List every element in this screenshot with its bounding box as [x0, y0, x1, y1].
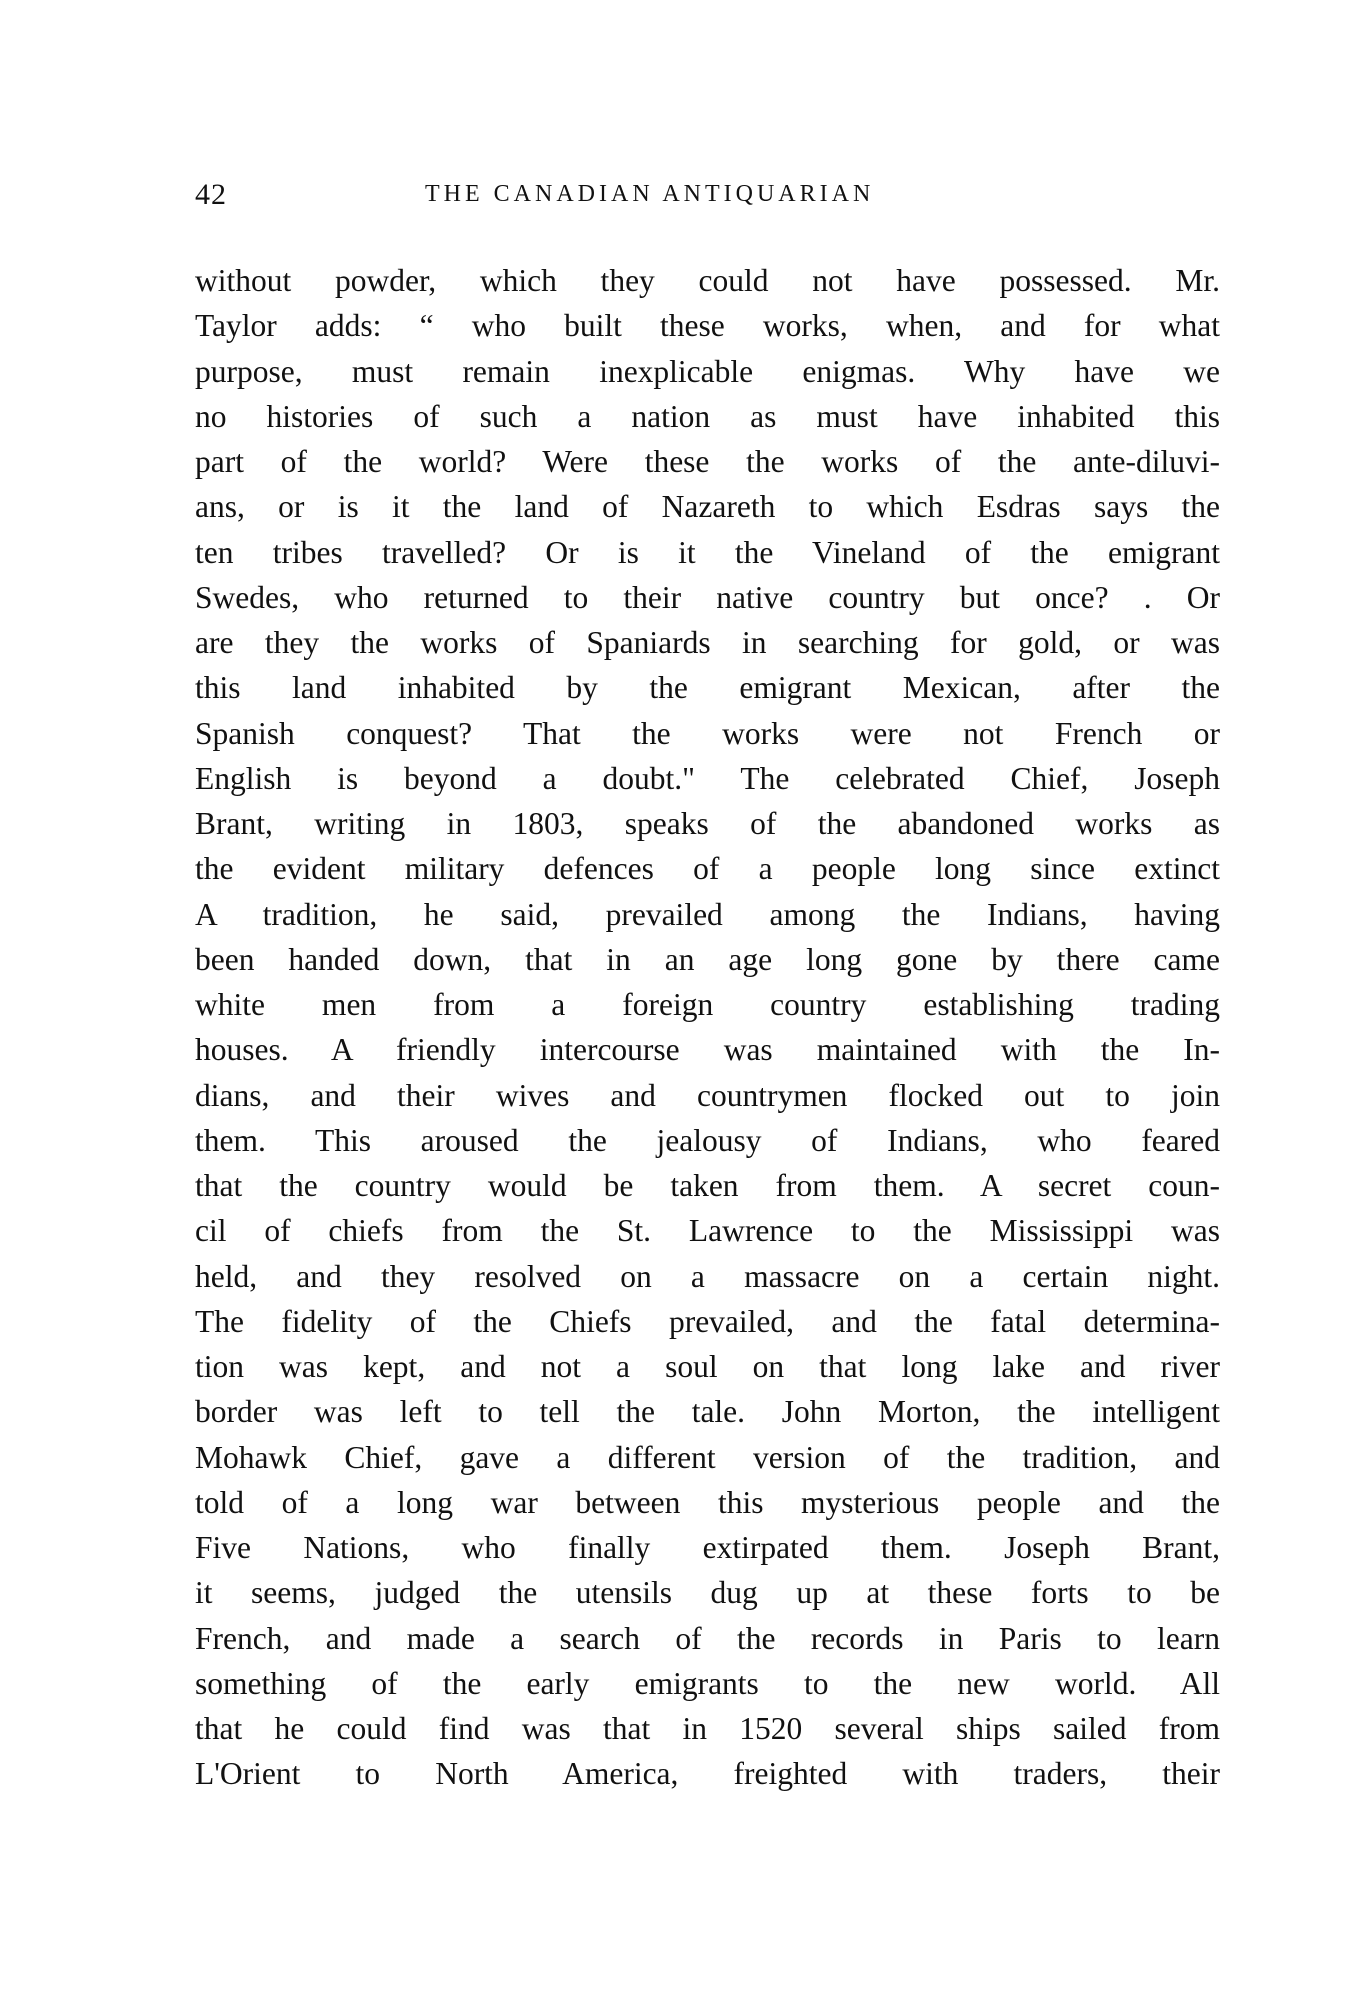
text-line: told of a long war between this mysterious people and the	[195, 1484, 1220, 1520]
text-line: Five Nations, who finally extirpated them. Joseph Brant,	[195, 1530, 1220, 1565]
page-number: 42	[195, 178, 227, 211]
text-line: ans, or is it the land of Nazareth to which Esdras says the	[195, 489, 1220, 525]
page-header	[195, 178, 1215, 218]
running-title: THE CANADIAN ANTIQUARIAN	[425, 181, 875, 207]
text-line: Mohawk Chief, gave a different version of the tradition, and	[195, 1439, 1220, 1475]
text-line: Spanish conquest? That the works were not French or	[195, 715, 1220, 751]
text-line: A tradition, he said, prevailed among the Indians, having	[195, 896, 1220, 932]
text-line: The fidelity of the Chiefs prevailed, and the fatal determina-	[195, 1303, 1220, 1339]
text-line: tion was kept, and not a soul on that long lake and river	[195, 1349, 1220, 1384]
text-line: dians, and their wives and countrymen flocked out to join	[195, 1077, 1220, 1113]
text-line: purpose, must remain inexplicable enigmas. Why have we	[195, 353, 1220, 389]
text-line: cil of chiefs from the St. Lawrence to the Mississippi was	[195, 1213, 1220, 1249]
text-line: L'Orient to North America, freighted with traders, their	[195, 1756, 1220, 1792]
text-line: no histories of such a nation as must have inhabited this	[195, 398, 1220, 434]
text-line: Taylor adds: “ who built these works, when, and for what	[195, 308, 1220, 344]
text-line: Swedes, who returned to their native country but once? . Or	[195, 579, 1220, 615]
text-line: border was left to tell the tale. John Morton, the intelligent	[195, 1394, 1220, 1430]
text-line: been handed down, that in an age long gone by there came	[195, 941, 1220, 977]
text-line: white men from a foreign country establishing trading	[195, 987, 1220, 1022]
text-line: that he could find was that in 1520 several ships sailed from	[195, 1711, 1220, 1746]
text-line: them. This aroused the jealousy of Indians, who feared	[195, 1122, 1220, 1158]
text-line: this land inhabited by the emigrant Mexican, after the	[195, 670, 1220, 706]
text-line: without powder, which they could not have possessed. Mr.	[195, 263, 1220, 298]
text-line: French, and made a search of the records in Paris to learn	[195, 1620, 1220, 1656]
body-text	[195, 258, 1220, 1797]
text-line: that the country would be taken from them. A secret coun-	[195, 1168, 1220, 1203]
text-line: something of the early emigrants to the new world. All	[195, 1665, 1220, 1701]
text-line: are they the works of Spaniards in searching for gold, or was	[195, 625, 1220, 660]
text-line: it seems, judged the utensils dug up at these forts to be	[195, 1575, 1220, 1611]
text-line: Brant, writing in 1803, speaks of the abandoned works as	[195, 806, 1220, 841]
text-line: ten tribes travelled? Or is it the Vineland of the emigrant	[195, 534, 1220, 570]
text-line: houses. A friendly intercourse was maintained with the In-	[195, 1032, 1220, 1068]
text-line: English is beyond a doubt." The celebrated Chief, Joseph	[195, 760, 1220, 796]
text-line: held, and they resolved on a massacre on a certain night.	[195, 1258, 1220, 1294]
text-line: part of the world? Were these the works of the ante-diluvi-	[195, 444, 1220, 479]
text-line: the evident military defences of a people long since extinct	[195, 851, 1220, 887]
